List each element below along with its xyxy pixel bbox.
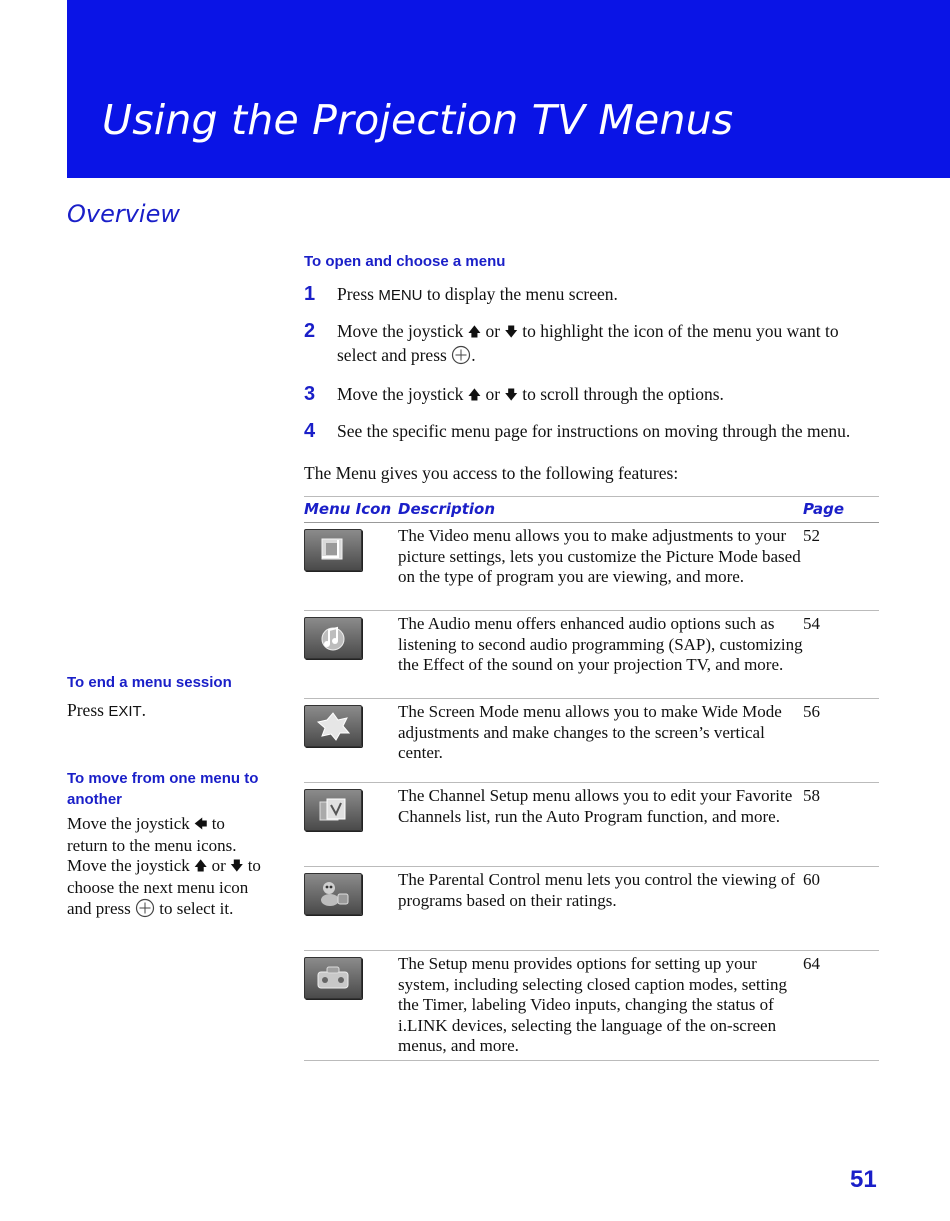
page-cell: 64: [803, 951, 879, 1061]
section-title: Overview: [67, 200, 180, 228]
page-cell: 58: [803, 783, 879, 867]
table-row: [304, 867, 879, 951]
arrow-down-icon: 🡇: [230, 859, 244, 875]
table-row: [304, 951, 879, 1061]
icon-cell: [304, 867, 398, 951]
parental-control-icon: [304, 873, 362, 915]
step-text: Move the joystick 🡅 or 🡇 to highlight the icon of the menu you want to select and press .: [337, 320, 874, 370]
icon-cell: [304, 699, 398, 783]
page-number: 51: [850, 1166, 877, 1193]
arrow-down-icon: 🡇: [504, 388, 518, 403]
menu-table: [304, 496, 879, 1061]
page-cell: 60: [803, 867, 879, 951]
step-4: [304, 420, 874, 442]
arrow-left-icon: 🡄: [194, 817, 208, 832]
description-cell: The Parental Control menu lets you control the viewing of programs based on their ratings.: [398, 867, 803, 951]
icon-cell: [304, 783, 398, 867]
description-cell: The Setup menu provides options for setting up your system, including selecting closed caption modes, setting the Timer, labeling Video inputs, changing the status of i.LINK devices, selecting the language of the on-screen menus, and more.: [398, 951, 803, 1061]
select-button-icon: [451, 345, 471, 370]
step-3: [304, 383, 874, 407]
step-text: Press MENU to display the menu screen.: [337, 284, 618, 304]
page-title: Using the Projection TV Menus: [102, 96, 734, 144]
audio-menu-icon: [304, 617, 362, 659]
arrow-up-icon: 🡅: [467, 325, 482, 340]
step-number: 1: [304, 283, 316, 305]
description-cell: The Audio menu offers enhanced audio options such as listening to second audio programming (SAP), customizing the Effect of the sound on your projection TV, and more.: [398, 611, 803, 699]
step-1: [304, 283, 874, 307]
icon-cell: [304, 611, 398, 699]
step-text: See the specific menu page for instructions on moving through the menu.: [337, 421, 851, 441]
page-cell: 52: [803, 523, 879, 611]
move-menu-heading: To move from one menu to another: [67, 770, 259, 808]
description-cell: The Video menu allows you to make adjustments to your picture settings, lets you customize the Picture Mode based on the type of program you are viewing, and more.: [398, 523, 803, 611]
screen-mode-icon: [304, 705, 362, 747]
table-row: [304, 611, 879, 699]
arrow-up-icon: 🡅: [467, 388, 482, 403]
open-menu-heading: To open and choose a menu: [304, 253, 506, 270]
end-session-text: Press EXIT.: [67, 700, 147, 720]
description-cell: The Channel Setup menu allows you to edit your Favorite Channels list, run the Auto Program function, and more.: [398, 783, 803, 867]
arrow-up-icon: 🡅: [194, 859, 208, 875]
menu-key: MENU: [378, 287, 423, 304]
page-cell: 54: [803, 611, 879, 699]
description-cell: The Screen Mode menu allows you to make Wide Mode adjustments and make changes to the screen’s vertical center.: [398, 699, 803, 783]
header-description: Description: [398, 497, 803, 523]
icon-cell: [304, 951, 398, 1061]
title-banner: [67, 0, 950, 178]
table-row: [304, 523, 879, 611]
end-session-heading: To end a menu session: [67, 674, 232, 691]
step-number: 3: [304, 383, 316, 405]
channel-setup-icon: [304, 789, 362, 831]
step-text: Move the joystick 🡅 or 🡇 to scroll through the options.: [337, 383, 724, 407]
header-menu-icon: Menu Icon: [304, 497, 398, 523]
table-row: [304, 699, 879, 783]
setup-menu-icon: [304, 957, 362, 999]
select-button-icon: [135, 898, 155, 924]
step-2: [304, 320, 874, 370]
intro-text: The Menu gives you access to the following features:: [304, 463, 679, 483]
table-row: [304, 783, 879, 867]
video-menu-icon: [304, 529, 362, 571]
arrow-down-icon: 🡇: [504, 325, 518, 340]
page-cell: 56: [803, 699, 879, 783]
steps-list: [304, 283, 874, 455]
icon-cell: [304, 523, 398, 611]
step-number: 4: [304, 420, 316, 442]
move-menu-text: Move the joystick 🡄 to return to the menu icons. Move the joystick 🡅 or 🡇 to choose the next menu icon and press to select it.: [67, 814, 267, 924]
exit-key: EXIT: [108, 703, 142, 720]
table-header-row: [304, 497, 879, 523]
header-page: Page: [803, 497, 879, 523]
step-number: 2: [304, 320, 316, 342]
